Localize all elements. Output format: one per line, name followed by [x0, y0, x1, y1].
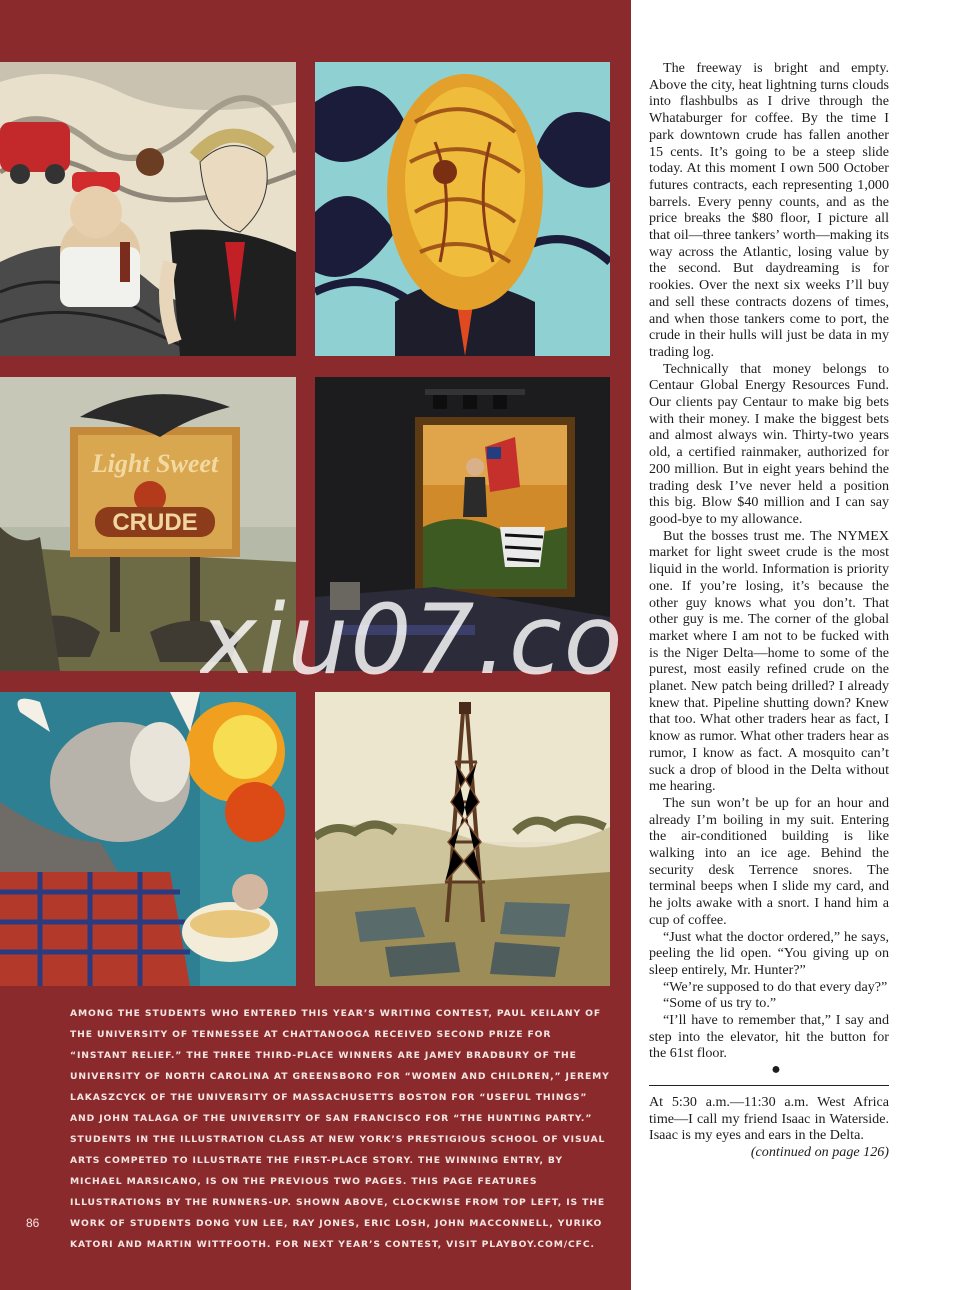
- story-paragraph: “Some of us try to.”: [663, 995, 777, 1012]
- illustration-caption: AMONG THE STUDENTS WHO ENTERED THIS YEAR’S WRITING CONTEST, PAUL KEILANY OF THE UNIVERSITY OF TENNESSEE AT CHATTANOOGA RECEIVED SECOND PRIZE FOR “INSTANT RELIEF.” THE THREE THIRD-PLACE WINNERS ARE JAMEY BRADBURY OF THE UNIVERSITY OF NORTH CAROLINA AT GREENSBORO FOR “WOMEN AND CHILDREN,” JEREMY LAKASZCYCK OF THE UNIVERSITY OF MASSACHUSETTS BOSTON FOR “USEFUL THINGS” AND JOHN TALAGA OF THE UNIVERSITY OF SAN FRANCISCO FOR “THE HUNTING PARTY.” STUDENTS IN THE ILLUSTRATION CLASS AT NEW YORK’S PRESTIGIOUS SCHOOL OF VISUAL ARTS COMPETED TO ILLUSTRATE THE FIRST-PLACE STORY. THE WINNING ENTRY, BY MICHAEL MARSICANO, IS ON THE PREVIOUS TWO PAGES. THIS PAGE FEATURES ILLUSTRATIONS BY THE RUNNERS-UP. SHOWN ABOVE, CLOCKWISE FROM TOP LEFT, IS THE WORK OF STUDENTS DONG YUN LEE, RAY JONES, ERIC LOSH, JOHN MACCONNELL, YURIKO KATORI AND MARTIN WITTFOOTH. FOR NEXT YEAR’S CONTEST, VISIT PLAYBOY.COM/CFC.: [70, 1008, 610, 1250]
- story-paragraph: The freeway is bright and empty. Above the city, heat lightning turns clouds into flashbulbs as I drive through the Whataburger for coffee. By the time I park downtown crude has fallen another 15 cents. It’s going to be a steep slide today. At this moment I own 500 October futures contracts, each representing 1,000 barrels. Every penny counts, and as the price breaks the $80 floor, I picture all that oil—three tankers’ worth—making its way across the Atlantic, losing value by the second. But daydreaming is for rookies. Over the next six weeks I’ll buy and sell these contracts dozens of times, and when those tankers come to port, the crude in their hulls will just be data in my trading log.: [649, 60, 889, 360]
- story-paragraph: But the bosses trust me. The NYMEX market for light sweet crude is the most liquid in the world. Information is priority one. If you’re losing, it’s because the other guy knows what you don’t. That other guy is me. The corner of the global market where I am not to be fucked with is the Niger Delta—home to some of the purest, most easily refined crude on the planet. New patch being drilled? I already knew that. Pipeline shutting down? Knew that too. What other traders hear as fact, I know as rumor. What other traders hear as rumor, I know as fact. A mosquito can’t suck a drop of blood in the Delta without me hearing.: [649, 527, 889, 795]
- billboard-line1: Light Sweet: [91, 449, 219, 478]
- story-column: [649, 60, 889, 1161]
- story-paragraph: The sun won’t be up for an hour and already I’m boiling in my suit. Entering the air-conditioned building is like walking into an ice age. Behind the security desk Terrence snores. The terminal beeps when I slide my card, and he jolts awake with a snort. I hand him a cup of coffee.: [649, 794, 889, 928]
- story-paragraph: “We’re supposed to do that every day?”: [663, 978, 888, 995]
- section-bullet: ●: [771, 1061, 781, 1079]
- watermark: xiu07.co: [200, 585, 625, 696]
- section-divider: [649, 1085, 889, 1086]
- story-closing-paragraph: At 5:30 a.m.—11:30 a.m. West Africa time—I call my friend Isaac in Waterside. Isaac is my eyes and ears in the Delta.: [649, 1093, 889, 1144]
- illustration-trader: [0, 62, 296, 356]
- page-number: 86: [26, 1216, 40, 1230]
- illustration-bull: [0, 692, 296, 986]
- illustration-golden-face: [315, 62, 610, 356]
- illustration-derrick: [315, 692, 610, 986]
- story-paragraph: “I’ll have to remember that,” I say and step into the elevator, hit the button for the 61st floor.: [649, 1012, 889, 1062]
- billboard-line2: CRUDE: [112, 509, 198, 536]
- continued-note: (continued on page 126): [750, 1144, 889, 1160]
- story-paragraph: Technically that money belongs to Centaur Global Energy Resources Fund. Our clients pay Centaur to make big bets with their money. I make the biggest bets and almost always win. Thirty-two years old, a certified rainmaker, authorized for 200 million. But in eight years behind the trading desk I’ve never held a position this big. Blow $40 million and I can say good-bye to my allowance.: [649, 360, 889, 527]
- story-paragraph: “Just what the doctor ordered,” he says, peeling the lid open. “You giving up on sleep entirely, Mr. Hunter?”: [649, 928, 889, 978]
